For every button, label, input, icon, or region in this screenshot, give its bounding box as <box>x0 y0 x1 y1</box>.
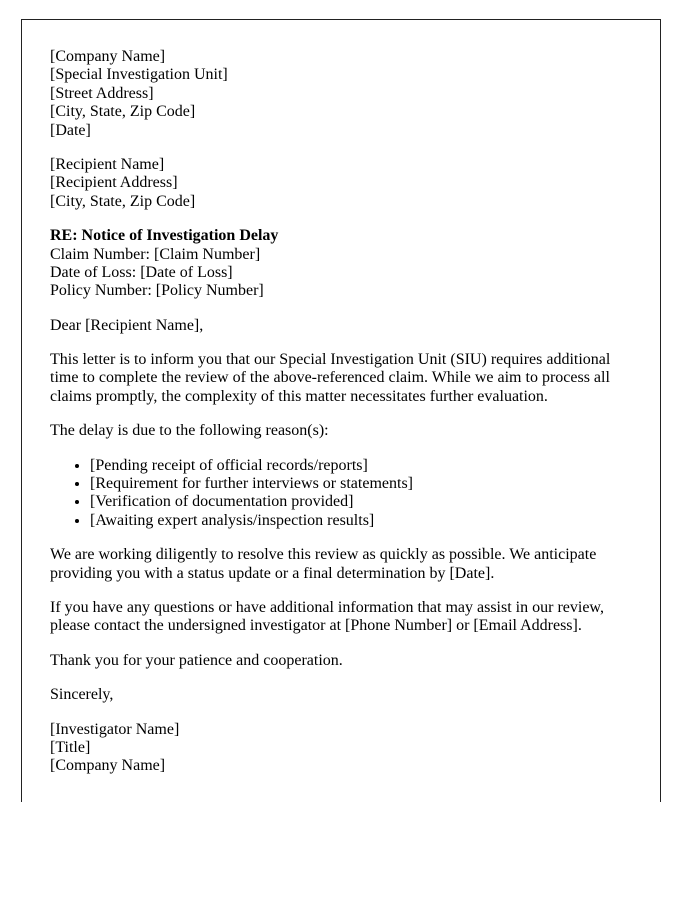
salutation: Dear [Recipient Name], <box>50 316 204 334</box>
reason-item: • [Verification of documentation provided] <box>90 493 632 511</box>
thanks-paragraph: Thank you for your patience and cooperation. <box>50 651 343 669</box>
signature-company-line: [Company Name] <box>50 757 166 775</box>
policy-number-line: Policy Number: [Policy Number] <box>50 282 264 300</box>
sender-date-line: [Date] <box>50 121 91 139</box>
sign-off: Sincerely, <box>50 686 114 704</box>
re-subject-line: RE: Notice of Investigation Delay <box>50 227 279 245</box>
subject-block <box>50 227 632 301</box>
sender-unit-line: [Special Investigation Unit] <box>50 66 228 84</box>
reason-item: • [Awaiting expert analysis/inspection results] <box>90 512 632 530</box>
letter-page <box>21 19 661 802</box>
recipient-city-line: [City, State, Zip Code] <box>50 192 196 210</box>
signature-block <box>50 721 632 776</box>
recipient-address-line: [Recipient Address] <box>50 174 178 192</box>
sender-city-line: [City, State, Zip Code] <box>50 103 196 121</box>
reasons-list <box>50 457 632 531</box>
recipient-block <box>50 156 632 211</box>
sender-block <box>50 48 632 140</box>
sender-company-line: [Company Name] <box>50 48 166 65</box>
recipient-name-line: [Recipient Name] <box>50 155 165 173</box>
claim-number-line: Claim Number: [Claim Number] <box>50 245 261 263</box>
date-of-loss-line: Date of Loss: [Date of Loss] <box>50 263 233 281</box>
signature-title-line: [Title] <box>50 738 91 756</box>
reason-item: • [Requirement for further interviews or statements] <box>90 475 632 493</box>
contact-paragraph: If you have any questions or have additional information that may assist in our review, please contact the undersigned investigator at [Phone Number] or [Email Address]. <box>50 598 604 635</box>
reason-item: • [Pending receipt of official records/reports] <box>90 457 632 475</box>
status-paragraph: We are working diligently to resolve this review as quickly as possible. We anticipate providing you with a status update or a final determination by [Date]. <box>50 546 597 582</box>
reasons-intro: The delay is due to the following reason(s): <box>50 422 329 440</box>
sender-street-line: [Street Address] <box>50 84 154 102</box>
intro-paragraph: This letter is to inform you that our Special Investigation Unit (SIU) requires additional time to complete the review of the above-referenced claim. While we aim to process all claims promptly, the complexity of this matter necessitates further evaluation. <box>50 351 611 405</box>
signature-investigator-line: [Investigator Name] <box>50 720 180 738</box>
